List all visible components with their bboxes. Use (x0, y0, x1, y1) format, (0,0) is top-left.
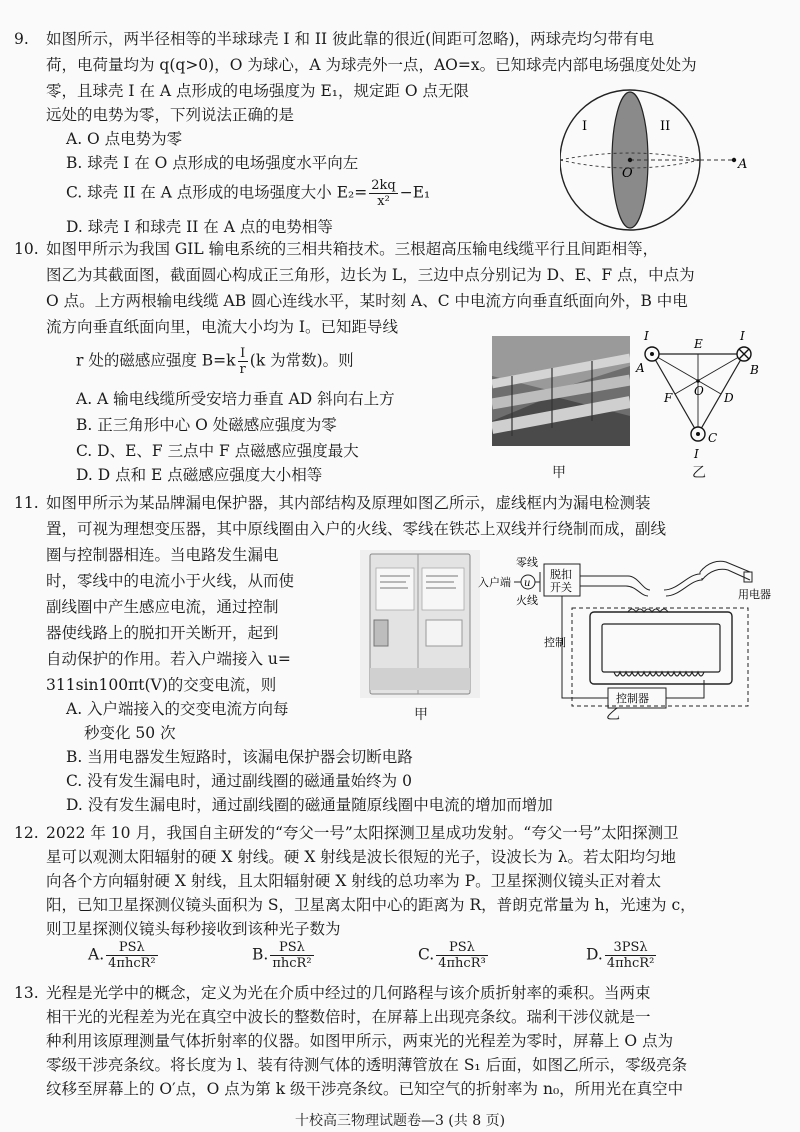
q11-label-appliance: 用电器 (738, 588, 771, 601)
q11-option-d: D. 没有发生漏电时，通过副线圈的磁通量随原线圈中电流的增加而增加 (66, 796, 553, 814)
q12-option-d (586, 940, 658, 971)
q12-option-a (88, 940, 160, 971)
q10-caption-yi: 乙 (692, 465, 706, 481)
q13-line-4: 零级干涉亮条纹。将长度为 l、装有待测气体的透明薄管放在 S₁ 后面，如图乙所示，零级亮条 (46, 1056, 688, 1074)
q10-label-f: F (664, 391, 673, 405)
q10-triangle-diagram (632, 326, 782, 486)
q10-line-2: 图乙为其截面图，截面圆心构成正三角形，边长为 L，三边中点分别记为 D、E、F 点，中点为 (46, 266, 695, 284)
q12-line-5: 则卫星探测仪镜头每秒接收到该种光子数为 (46, 920, 341, 938)
q9-label-o: O (622, 166, 633, 181)
q10-formula-tail: (k 为常数)。则 (249, 351, 354, 370)
q10-label-a: A (636, 361, 645, 375)
q10-median-b (675, 354, 744, 394)
q10-wire-c-dot (696, 432, 700, 436)
q10-label-ic: I (694, 447, 699, 461)
q11-cable (700, 561, 750, 580)
q10-label-d: D (724, 391, 734, 405)
q10-line-1: 如图甲所示为我国 GIL 输电系统的三相共箱技术。三根超高压输电线缆平行且间距相等， (46, 240, 659, 258)
q12-option-b-label: B. (252, 945, 269, 964)
q10-label-e: E (694, 337, 703, 351)
q9-point-a (732, 158, 736, 162)
q11-label-switch-1: 脱扣 (550, 568, 572, 581)
q9-option-c-numerator: 2kq (371, 178, 396, 193)
q10-median-a (652, 354, 721, 394)
q11-breaker-handle (374, 620, 388, 646)
q11-core-inner (602, 624, 720, 672)
q10-formula-denominator: r (239, 362, 246, 377)
q10-label-ib: I (740, 329, 745, 343)
q9-option-c-fraction (369, 178, 397, 209)
q10-option-b: B. 正三角形中心 O 处磁感应强度为零 (76, 416, 337, 434)
q12-option-c-numerator: PSλ (436, 940, 487, 956)
q10-option-a: A. A 输电线缆所受安培力垂直 AD 斜向右上方 (76, 390, 395, 408)
q12-option-a-denominator: 4πhcR² (108, 956, 156, 971)
q13-line-2: 相干光的光程差为光在真空中波长的整数倍时，在屏幕上出现亮条纹。瑞利干涉仪就是一 (46, 1008, 651, 1026)
q11-option-c: C. 没有发生漏电时，通过副线圈的磁通量始终为 0 (66, 772, 412, 790)
q11-label-input: 入户端 (478, 576, 511, 589)
q9-line-3: 零，且球壳 I 在 A 点形成的电场强度为 E₁，规定距 O 点无限 (46, 82, 470, 100)
q10-option-d: D. D 点和 E 点磁感应强度大小相等 (76, 466, 323, 484)
q12-option-c-label: C. (418, 945, 435, 964)
q10-line-3: O 点。上方两根输电线缆 AB 圆心连线水平，某时刻 A、C 中电流方向垂直纸面向外，B 中电 (46, 292, 688, 310)
q11-label-switch-2: 开关 (550, 581, 572, 594)
q12-option-d-denominator: 4πhcR² (606, 956, 655, 971)
q12-option-c (418, 940, 490, 971)
q12-line-4: 阳，已知卫星探测仪镜头面积为 S，卫星离太阳中心的距离为 R，普朗克常量为 h，光速为 c， (46, 896, 696, 914)
q10-label-o: O (694, 384, 704, 398)
q11-option-a: A. 入户端接入的交变电流方向每 (66, 700, 289, 718)
q10-center-o (696, 379, 700, 383)
q10-caption-jia: 甲 (552, 465, 566, 481)
q10-number: 10. (14, 240, 39, 258)
q11-line-2: 置，可视为理想变压器，其中原线圈由入户的火线、零线在铁芯上双线并行绕制而成，副线 (46, 520, 667, 538)
q9-option-b: B. 球壳 I 在 O 点形成的电场强度水平向左 (66, 154, 359, 172)
q9-line-2: 荷，电荷量均为 q(q>0)，O 为球心，A 为球壳外一点，AO=x。已知球壳内部电场强度处处为 (46, 56, 697, 74)
q12-option-a-numerator: PSλ (106, 940, 157, 956)
q13-line-5: 纹移至屏幕上的 O′点，O 点为第 k 级干涉亮条纹。已知空气的折射率为 n₀，所用光在真空中 (46, 1080, 684, 1098)
q10-label-c: C (708, 431, 718, 445)
q11-line-7: 自动保护的作用。若入户端接入 u= (46, 650, 291, 668)
q9-sphere-figure (560, 80, 760, 240)
q12-option-c-fraction (436, 940, 487, 971)
q11-wire-to-core (580, 576, 650, 596)
q12-option-b-numerator: PSλ (270, 940, 313, 956)
q11-label-u: u (524, 578, 531, 589)
q12-option-b (252, 940, 316, 971)
q9-option-a: A. O 点电势为零 (66, 130, 183, 148)
q11-line-8: 311sin100πt(V)的交变电流，则 (46, 676, 277, 694)
q9-label-i: I (582, 119, 588, 134)
q11-control-line (562, 596, 608, 698)
q12-option-d-label: D. (586, 945, 603, 964)
q12-option-c-denominator: 4πhcR³ (438, 956, 486, 971)
q11-option-b: B. 当用电器发生短路时，该漏电保护器会切断电路 (66, 748, 413, 766)
q11-wire-to-appliance (664, 572, 702, 596)
q13-number: 13. (14, 984, 39, 1002)
q11-option-a-cont: 秒变化 50 次 (84, 724, 176, 742)
q10-formula (76, 346, 354, 377)
q9-label-a: A (738, 157, 748, 172)
q11-label-zero-line: 零线 (516, 556, 538, 569)
q11-appliance-plug (744, 572, 752, 582)
q12-option-b-fraction (270, 940, 313, 971)
q9-line-1: 如图所示，两半径相等的半球球壳 I 和 II 彼此靠的很近(间距可忽略)，两球壳均匀带有电 (46, 30, 655, 48)
q12-option-b-denominator: πhcR² (272, 956, 312, 971)
q9-center-point (628, 158, 632, 162)
q9-label-ii: II (660, 119, 671, 134)
q11-detector-dashed-box (572, 608, 748, 706)
q12-number: 12. (14, 824, 39, 842)
q9-option-c-tail: −E₁ (399, 183, 431, 202)
q12-option-a-label: A. (88, 945, 105, 964)
q12-option-d-numerator: 3PSλ (605, 940, 656, 956)
q10-label-b: B (750, 363, 759, 377)
page-footer: 十校高三物理试题卷—3 (共 8 页) (294, 1113, 506, 1129)
q11-number: 11. (14, 494, 39, 512)
q10-wire-a-dot (650, 352, 654, 356)
q11-breaker-label-right (422, 568, 464, 610)
q12-line-1: 2022 年 10 月，我国自主研发的“夸父一号”太阳探测卫星成功发射。“夸父一号”太阳探测卫 (46, 824, 679, 842)
q12-line-2: 星可以观测太阳辐射的硬 X 射线。硬 X 射线是波长很短的光子，设波长为 λ。若太阳均匀地 (46, 848, 677, 866)
q11-label-live-line: 火线 (516, 594, 538, 607)
q10-formula-fraction (238, 346, 248, 377)
q10-formula-numerator: I (238, 346, 248, 362)
q11-caption-jia: 甲 (414, 707, 428, 723)
q11-line-1: 如图甲所示为某品牌漏电保护器，其内部结构及原理如图乙所示，虚线框内为漏电检测装 (46, 494, 651, 512)
q9-option-c-denominator: x² (377, 194, 390, 209)
q11-input-wires (535, 572, 540, 592)
q11-line-4: 时，零线中的电流小于火线，从而使 (46, 572, 295, 590)
q11-breaker-window (426, 620, 462, 646)
q9-option-c-text: C. 球壳 II 在 A 点形成的电场强度大小 E₂= (66, 183, 368, 202)
q11-line-3: 圈与控制器相连。当电路发生漏电 (46, 546, 279, 564)
q12-option-d-fraction (605, 940, 656, 971)
q10-line-4: 流方向垂直纸面向里，电流大小均为 I。已知距导线 (46, 318, 399, 336)
q11-label-controller: 控制器 (616, 692, 649, 705)
q10-gil-photo (492, 336, 630, 446)
q12-option-a-fraction (106, 940, 157, 971)
q10-label-ia: I (644, 329, 649, 343)
q12-line-3: 向各个方向辐射硬 X 射线，且太阳辐射硬 X 射线的总功率为 P。卫星探测仪镜头正对着太 (46, 872, 662, 890)
q9-line-4: 远处的电势为零，下列说法正确的是 (46, 106, 295, 124)
q9-option-d: D. 球壳 I 和球壳 II 在 A 点的电势相等 (66, 218, 333, 236)
q11-label-control-1: 控制 (544, 636, 566, 649)
q11-caption-yi: 乙 (606, 707, 620, 723)
q10-option-c: C. D、E、F 三点中 F 点磁感应强度最大 (76, 442, 359, 460)
q11-breaker-label-left (376, 568, 414, 610)
q11-line-6: 器使线路上的脱扣开关断开，起到 (46, 624, 279, 642)
q11-controller-wire (666, 680, 704, 698)
q10-formula-text: r 处的磁感应强度 B=k (76, 351, 236, 370)
q11-breaker-photo (360, 550, 480, 698)
q11-line-5: 副线圈中产生感应电流，通过控制 (46, 598, 279, 616)
q9-number: 9. (14, 30, 29, 48)
q11-breaker-terminal (370, 668, 470, 690)
q13-line-3: 种利用该原理测量气体折射率的仪器。如图甲所示，两束光的光程差为零时，屏幕上 O 点为 (46, 1032, 674, 1050)
q13-line-1: 光程是光学中的概念，定义为光在介质中经过的几何路程与该介质折射率的乘积。当两束 (46, 984, 651, 1002)
q11-circuit-diagram (478, 550, 780, 710)
q9-option-c (66, 178, 430, 209)
